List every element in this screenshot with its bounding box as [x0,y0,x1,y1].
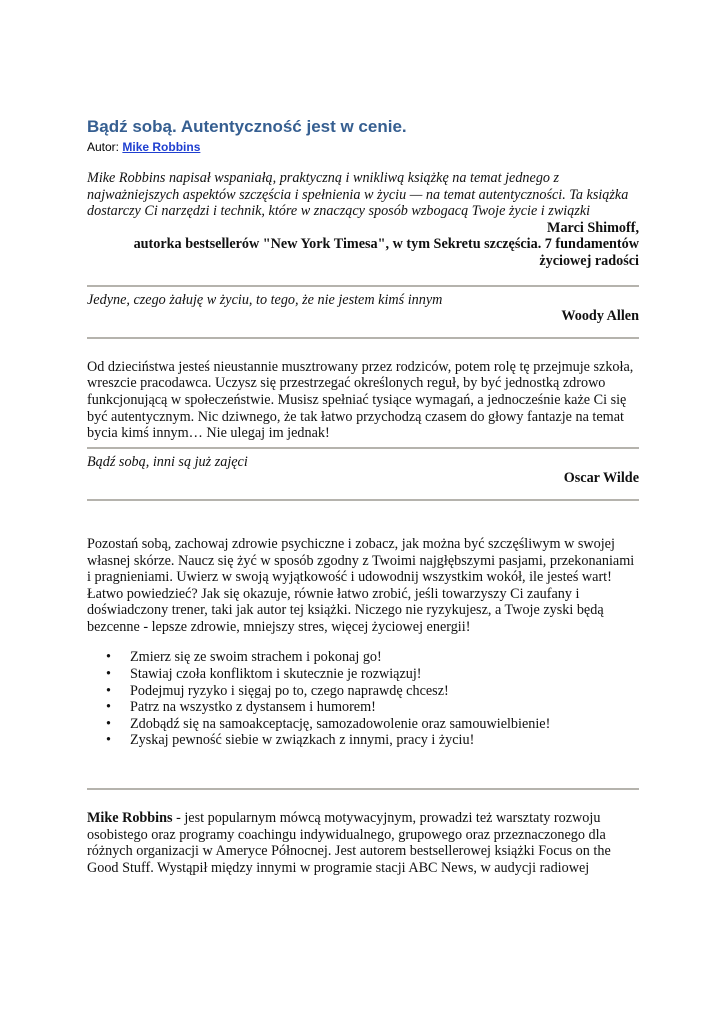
quote-oscar-wilde-attribution: Oscar Wilde [563,470,639,487]
quote-oscar-wilde: Bądź sobą, inni są już zajęci [87,453,248,470]
article-title: Bądź sobą. Autentyczność jest w cenie. [87,117,407,136]
endorsement-author-description: autorka bestsellerów "New York Timesa", w tym Sekretu szczęścia. 7 fundamentów życiowej radości [133,236,639,269]
intro-paragraph: Od dzieciństwa jesteś nieustannie musztrowany przez rodziców, potem rolę tę przejmuje szkoła, wreszcie pracodawca. Uczysz się przestrzegać określonych reguł, by być jednostką zdrowo funkcjonującą w społeczeństwie. Musisz spełniać tysiące wymagań, a jednocześnie każe Ci się być autentycznym. Nic dziwnego, że tak łatwo przychodzą czasem do głowy fantazje na temat bycia kimś innym… Nie ulegaj im jednak! [87,358,634,442]
benefits-list [87,649,639,749]
endorsement-quote: Mike Robbins napisał wspaniałą, praktyczną i wnikliwą książkę na temat jednego z najważniejszych aspektów szczęścia i spełnienia w życiu — na temat autentyczności. Ta książka dostarczy Ci narzędzi i technik, które w znaczący sposób wzbogacą Twoje życie i związki [87,170,629,220]
endorsement-author: Marci Shimoff, [547,219,639,236]
bio-text: - jest popularnym mówcą motywacyjnym, prowadzi też warsztaty rozwoju osobistego oraz programy coachingu indywidualnego, grupowego oraz przeznaczonego dla różnych organizacji w Ameryce Północnej. Jest autorem bestsellerowej książki Focus on the Good Stuff. Wystąpił między innymi w programie stacji ABC News, w audycji radiowej [87,810,611,876]
list-item: • Patrz na wszystko z dystansem i humorem! [87,699,639,716]
author-label: Autor: [87,140,123,154]
list-item: • Zmierz się ze swoim strachem i pokonaj go! [87,649,639,666]
quote-woody-allen-attribution: Woody Allen [561,308,639,325]
quote-woody-allen: Jedyne, czego żałuję w życiu, to tego, że nie jestem kimś innym [87,291,443,308]
main-paragraph: Pozostań sobą, zachowaj zdrowie psychiczne i zobacz, jak można być szczęśliwym w swojej własnej skórze. Naucz się żyć w sposób zgodny z Twoimi najgłębszymi pasjami, przekonaniami i pragnieniami. Uwierz w swoją wyjątkowość i udowodnij wszystkim wokół, ile jesteś wart! Łatwo powiedzieć? Jak się okazuje, równie łatwo zrobić, jeśli towarzyszy Ci zaufany i doświadczony trener, taki jak autor tej książki. Niczego nie ryzykujesz, a Twoje zyski będą bezcenne - lepsze zdrowie, mniejszy stres, więcej życiowej energii! [87,535,635,635]
author-bio [87,810,639,876]
list-item: • Zdobądź się na samoakceptację, samozadowolenie oraz samouwielbienie! [87,716,639,733]
author-line [87,139,639,155]
list-item: • Stawiaj czoła konfliktom i skutecznie je rozwiązuj! [87,666,639,683]
list-item: • Zyskaj pewność siebie w związkach z innymi, pracy i życiu! [87,732,639,749]
bio-author-name: Mike Robbins [87,810,173,827]
article-content [87,116,639,876]
author-link[interactable]: Mike Robbins [122,140,201,154]
list-item: • Podejmuj ryzyko i sięgaj po to, czego naprawdę chcesz! [87,683,639,700]
